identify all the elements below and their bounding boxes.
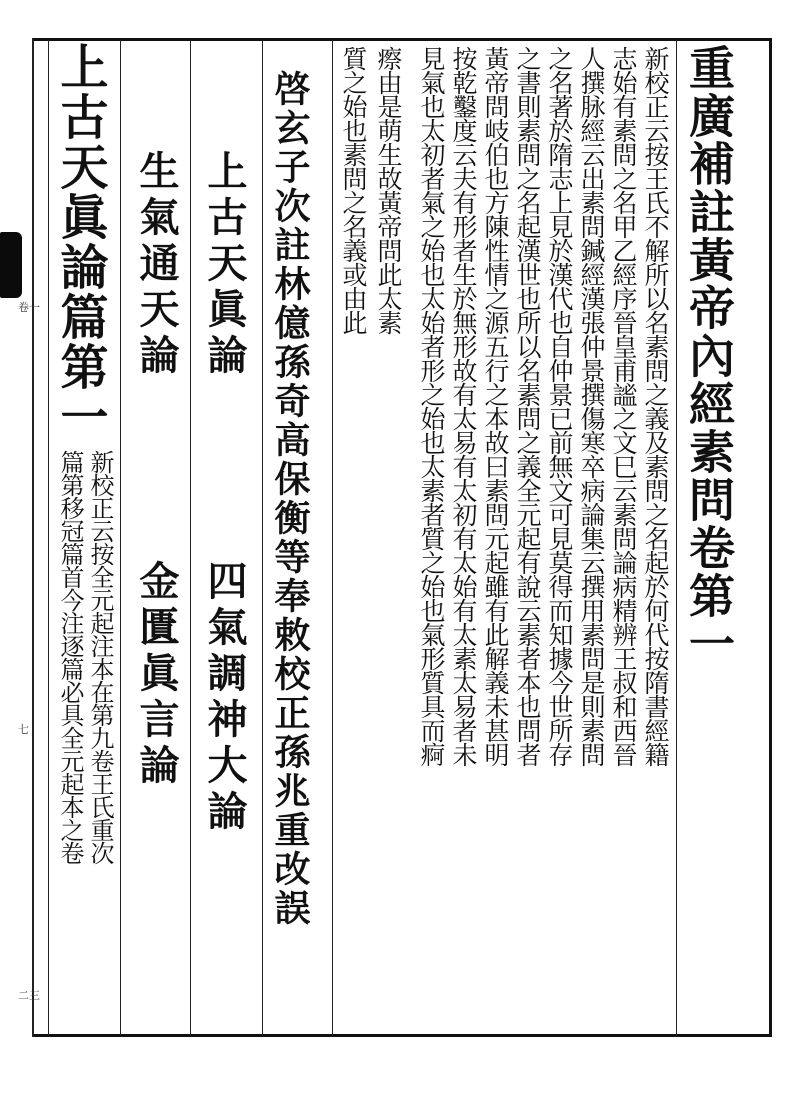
toc-entry: 金匱眞言論: [133, 560, 180, 790]
frame-right-border: [769, 38, 772, 1037]
margin-mark: 七: [18, 723, 29, 736]
note-line: 之書則素問之名起漢世也所以名素問之義全元起有說云素者本也問者: [513, 46, 542, 766]
note-line: 瘵由是萌生故黃帝問此太素: [374, 46, 403, 334]
frame-left-border: [32, 38, 34, 1037]
column-rule: [262, 40, 263, 1036]
column-rule: [48, 40, 49, 1036]
toc-entry: 生氣通天論: [133, 150, 180, 380]
margin-mark: 卷一: [18, 301, 40, 314]
frame-top-border: [32, 38, 772, 41]
frame-bottom-border: [32, 1034, 772, 1037]
column-rule: [676, 40, 677, 1036]
note-line: 人撰脉經云出素問鍼經漢張仲景撰傷寒卒病論集云撰用素問是則素問: [577, 46, 606, 766]
column-rule: [190, 40, 191, 1036]
margin-mark: 二三: [18, 989, 40, 1002]
note-line: 新校正云按王氏不解所以名素問之義及素問之名起於何代按隋書經籍: [641, 46, 670, 766]
toc-entry: 四氣調神大論: [201, 560, 248, 836]
note-line: 志始有素問之名甲乙經序晉皇甫謐之文巳云素問論病精辨王叔和西晉: [609, 46, 638, 766]
column-rule: [120, 40, 121, 1036]
editor-credits: 啓玄子次註林億孫奇高保衡等奉敕校正孫兆重改誤: [269, 70, 311, 928]
volume-title: 重廣補註黃帝內經素問卷第一: [682, 44, 736, 668]
chapter-title: 上古天眞論篇第一: [52, 42, 108, 442]
binding-ink-block: [0, 232, 22, 298]
note-line: 見氣也太初者氣之始也太始者形之始也太素者質之始也氣形質具而痾: [417, 46, 446, 766]
column-rule: [332, 40, 333, 1036]
note-line: 按乾鑿度云夫有形者生於無形故有太易有太初有太始有太素太易者未: [449, 46, 478, 766]
chapter-note-line: 篇第移冠篇首今注逐篇必具全元起本之卷: [56, 450, 84, 864]
chapter-note-line: 新校正云按全元起注本在第九卷王氏重次: [86, 450, 114, 864]
note-line: 質之始也素問之名義或由此: [339, 46, 368, 334]
note-line: 之名著於隋志上見於漢代也自仲景已前無文可見莫得而知據今世所存: [545, 46, 574, 766]
toc-entry: 上古天眞論: [201, 150, 248, 380]
note-line: 黃帝問岐伯也方陳性情之源五行之本故曰素問元起雖有此解義未甚明: [481, 46, 510, 766]
